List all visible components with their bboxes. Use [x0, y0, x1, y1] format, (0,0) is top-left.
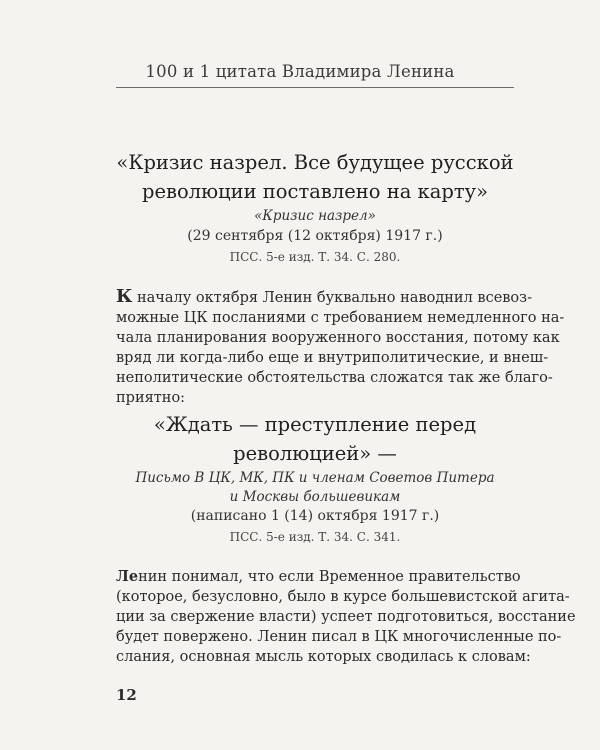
header-rule — [116, 87, 514, 88]
paragraph-2 — [116, 567, 576, 667]
quote-1-source: «Кризис назрел» — [254, 208, 376, 224]
quote-1 — [116, 148, 514, 206]
quote-2-line: революцией» — — [233, 442, 397, 465]
quote-2-source-line: Письмо В ЦК, МК, ПК и членам Советов Питера — [135, 470, 495, 486]
quote-2-source-line: и Москвы большевикам — [229, 489, 401, 505]
drop-cap: К — [116, 286, 133, 307]
quote-2-line: «Ждать — преступление перед — [153, 413, 477, 436]
paragraph-line: Ленин понимал, что если Временное правительство — [116, 568, 521, 585]
paragraph-line: неполитические обстоятельства сложатся так же благо- — [116, 370, 553, 386]
quote-1-reference: ПСС. 5-е изд. Т. 34. С. 280. — [229, 250, 401, 264]
quote-1-date: (29 сентября (12 октября) 1917 г.) — [187, 228, 443, 244]
quote-2-date: (написано 1 (14) октября 1917 г.) — [190, 508, 440, 524]
paragraph-line: будет повержено. Ленин писал в ЦК многочисленные по- — [116, 629, 562, 645]
quote-1-line: «Кризис назрел. Все будущее русской — [116, 151, 514, 174]
paragraph-line: (которое, безусловно, было в курсе большевистской агита- — [116, 589, 570, 605]
paragraph-1 — [116, 286, 565, 408]
lead-in-bold: Ле — [116, 568, 139, 585]
paragraph-line: К началу октября Ленин буквально наводнил всевоз- — [116, 286, 532, 307]
quote-1-line: революции поставлено на карту» — [141, 180, 489, 203]
paragraph-line: чала планирования вооруженного восстания, потому как — [116, 330, 560, 346]
running-head: 100 и 1 цитата Владимира Ленина — [145, 62, 455, 81]
page-number: 12 — [116, 686, 137, 704]
paragraph-line: приятно: — [116, 390, 186, 406]
paragraph-line: вряд ли когда-либо еще и внутриполитические, и внеш- — [116, 350, 549, 366]
quote-2 — [116, 410, 514, 468]
quote-2-reference: ПСС. 5-е изд. Т. 34. С. 341. — [229, 530, 401, 544]
paragraph-line: ции за свержение власти) успеет подготовиться, восстание — [116, 609, 576, 625]
paragraph-line: можные ЦК посланиями с требованием немедленного на- — [116, 310, 565, 326]
paragraph-line: слания, основная мысль которых сводилась к словам: — [116, 649, 531, 665]
quote-2-source — [116, 469, 514, 507]
